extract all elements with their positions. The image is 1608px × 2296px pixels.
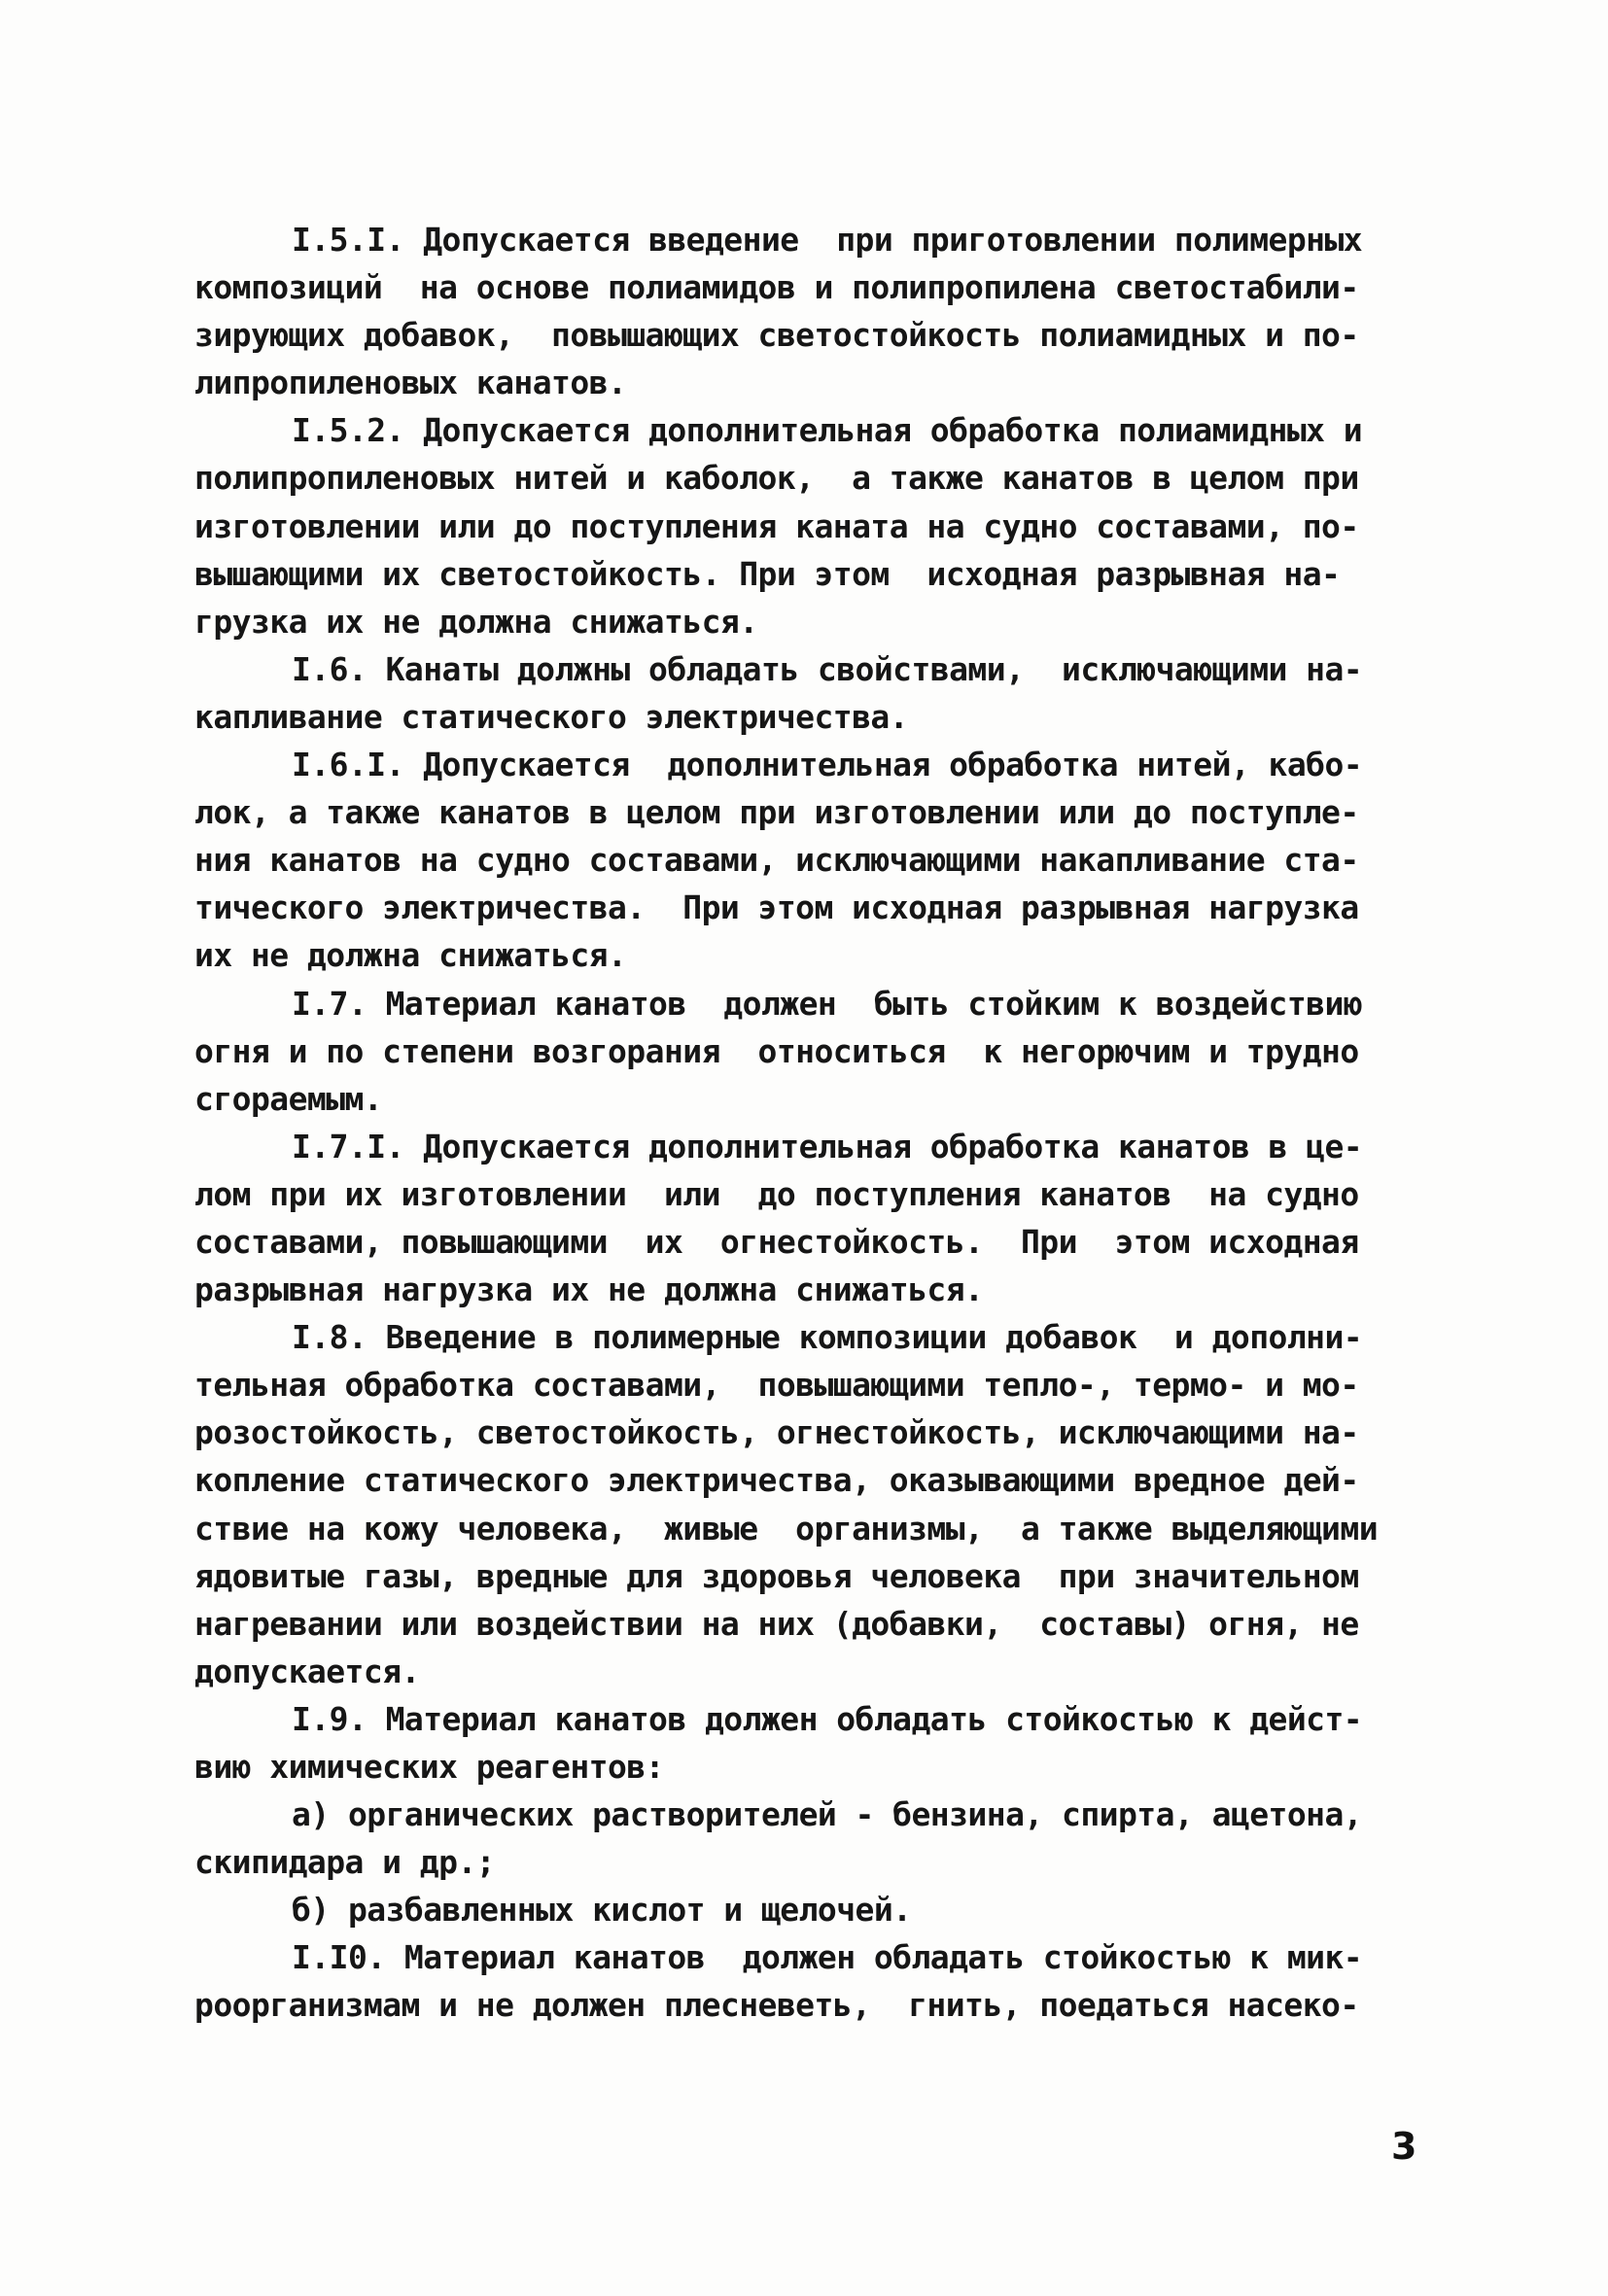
text-line: лом при их изготовлении или до поступления канатов на судно	[194, 1174, 1359, 1213]
text-line: разрывная нагрузка их не должна снижаться.	[194, 1270, 984, 1309]
text-line: I.7. Материал канатов должен быть стойким к воздействию	[292, 984, 1363, 1023]
text-line: вышающими их светостойкость. При этом исходная разрывная на-	[194, 554, 1341, 593]
text-line: нагревании или воздействии на них (добавки, составы) огня, не	[194, 1604, 1359, 1643]
text-line: I.7.I. Допускается дополнительная обработка канатов в це-	[292, 1127, 1363, 1165]
text-line: тического электричества. При этом исходная разрывная нагрузка	[194, 888, 1359, 927]
text-line: I.9. Материал канатов должен обладать стойкостью к дейст-	[292, 1699, 1363, 1738]
text-line: составами, повышающими их огнестойкость. При этом исходная	[194, 1222, 1359, 1261]
text-line: грузка их не должна снижаться.	[194, 602, 758, 641]
body-text	[194, 216, 1449, 2030]
page-number: 3	[1391, 2125, 1417, 2168]
text-line: роорганизмам и не должен плесневеть, гнить, поедаться насеко-	[194, 1986, 1359, 2025]
text-line: допускается.	[194, 1652, 420, 1690]
text-line: I.6.I. Допускается дополнительная обработка нитей, кабо-	[292, 746, 1363, 784]
text-line: I.5.I. Допускается введение при приготовлении полимерных	[292, 221, 1363, 259]
text-line: сгораемым.	[194, 1079, 383, 1118]
text-line: липропиленовых канатов.	[194, 364, 627, 402]
text-line: полипропиленовых нитей и каболок, а также канатов в целом при	[194, 459, 1359, 498]
text-line: вию химических реагентов:	[194, 1748, 664, 1786]
text-line: а) органических растворителей - бензина, спирта, ацетона,	[292, 1795, 1363, 1834]
text-line: изготовлении или до поступления каната на судно составами, по-	[194, 506, 1359, 545]
text-line: тельная обработка составами, повышающими тепло-, термо- и мо-	[194, 1366, 1359, 1405]
text-line: капливание статического электричества.	[194, 697, 909, 736]
text-line: скипидара и др.;	[194, 1843, 496, 1882]
text-line: лок, а также канатов в целом при изготовлении или до поступле-	[194, 793, 1359, 832]
text-line: огня и по степени возгорания относиться к негорючим и трудно	[194, 1031, 1359, 1070]
text-line: I.8. Введение в полимерные композиции добавок и дополни-	[292, 1318, 1363, 1357]
text-line: I.6. Канаты должны обладать свойствами, исключающими на-	[292, 649, 1363, 688]
text-line: композиций на основе полиамидов и полипропилена светостабили-	[194, 268, 1359, 307]
text-line: б) разбавленных кислот и щелочей.	[292, 1891, 912, 1930]
text-line: ния канатов на судно составами, исключающими накапливание ста-	[194, 841, 1359, 880]
text-line: ядовитые газы, вредные для здоровья человека при значительном	[194, 1556, 1359, 1595]
text-line: зирующих добавок, повышающих светостойкость полиамидных и по-	[194, 316, 1359, 355]
text-line: копление статического электричества, оказывающими вредное дей-	[194, 1461, 1359, 1500]
text-line: I.5.2. Допускается дополнительная обработка полиамидных и	[292, 411, 1363, 450]
text-line: I.I0. Материал канатов должен обладать стойкостью к мик-	[292, 1938, 1363, 1977]
text-line: ствие на кожу человека, живые организмы, а также выделяющими	[194, 1509, 1379, 1548]
text-line: розостойкость, светостойкость, огнестойкость, исключающими на-	[194, 1413, 1359, 1452]
text-line: их не должна снижаться.	[194, 936, 627, 975]
